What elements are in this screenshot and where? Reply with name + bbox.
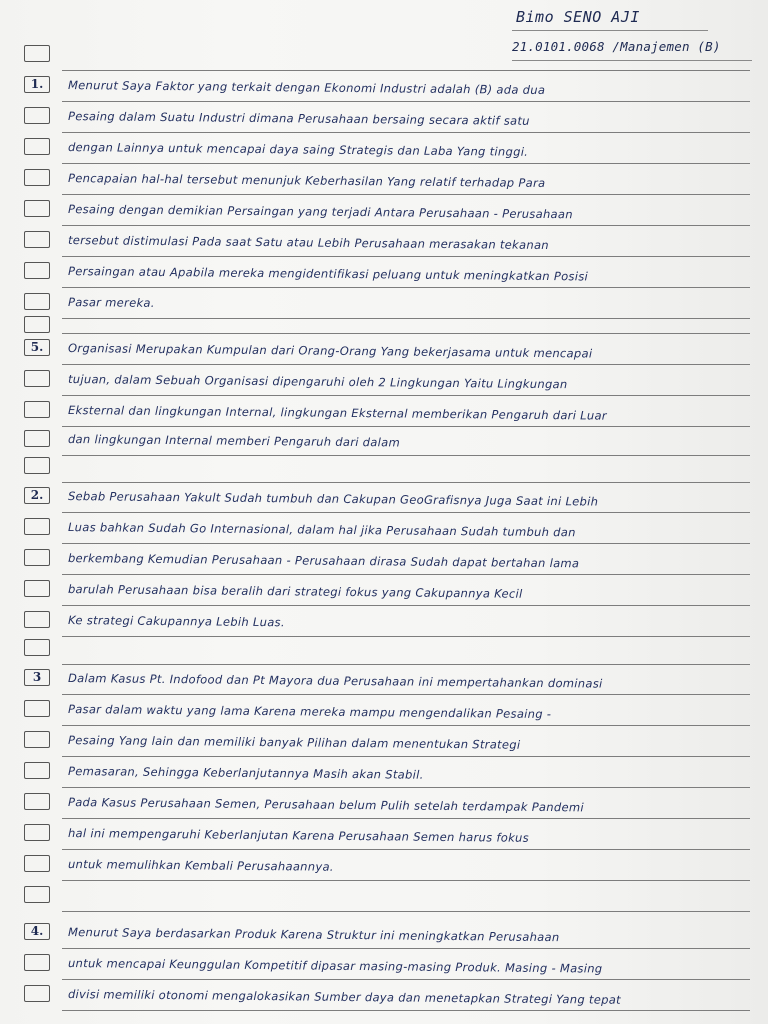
ruled-line bbox=[0, 850, 768, 881]
ruled-line bbox=[0, 575, 768, 606]
ruled-line bbox=[0, 71, 768, 102]
ruled-line bbox=[0, 918, 768, 949]
margin-box bbox=[24, 518, 50, 535]
margin-box bbox=[24, 231, 50, 248]
ruled-line bbox=[0, 164, 768, 195]
margin-box bbox=[24, 731, 50, 748]
margin-box bbox=[24, 549, 50, 566]
handwritten-line: divisi memiliki otonomi mengalokasikan Sumber daya dan menetapkan Strategi Yang tepat bbox=[67, 987, 621, 1007]
handwritten-line: Pesaing Yang lain dan memiliki banyak Pilihan dalam menentukan Strategi bbox=[67, 733, 521, 752]
ruled-line bbox=[0, 334, 768, 365]
margin-box bbox=[24, 45, 50, 62]
handwritten-line bbox=[68, 47, 748, 54]
margin-box: 1. bbox=[24, 76, 50, 93]
student-name: Bimo SENO AJI bbox=[516, 8, 640, 26]
margin-box bbox=[24, 580, 50, 597]
ruled-line bbox=[0, 544, 768, 575]
handwritten-line: Pesaing dengan demikian Persaingan yang terjadi Antara Perusahaan - Perusahaan bbox=[67, 202, 573, 222]
handwritten-line: Dalam Kasus Pt. Indofood dan Pt Mayora dua Perusahaan ini mempertahankan dominasi bbox=[67, 671, 603, 691]
ruled-line bbox=[0, 303, 768, 334]
margin-box bbox=[24, 824, 50, 841]
ruled-line bbox=[0, 881, 768, 912]
ruled-line bbox=[0, 980, 768, 1011]
margin-box: 4. bbox=[24, 923, 50, 940]
handwritten-line: tersebut distimulasi Pada saat Satu atau Lebih Perusahaan merasakan tekanan bbox=[67, 233, 550, 253]
ruled-line bbox=[0, 788, 768, 819]
handwritten-line: Pasar mereka. bbox=[67, 295, 155, 310]
margin-box bbox=[24, 457, 50, 474]
margin-box bbox=[24, 430, 50, 447]
ruled-line bbox=[0, 949, 768, 980]
margin-box bbox=[24, 200, 50, 217]
ruled-line bbox=[0, 634, 768, 665]
margin-box bbox=[24, 762, 50, 779]
margin-box: 2. bbox=[24, 487, 50, 504]
margin-box bbox=[24, 700, 50, 717]
margin-box bbox=[24, 138, 50, 155]
ruled-line bbox=[0, 396, 768, 427]
margin-box bbox=[24, 886, 50, 903]
handwritten-line bbox=[68, 459, 748, 466]
handwritten-line: Persaingan atau Apabila mereka mengidentifikasi peluang untuk meningkatkan Posisi bbox=[67, 264, 589, 284]
ruled-line bbox=[0, 606, 768, 637]
margin-box bbox=[24, 370, 50, 387]
ruled-line bbox=[0, 757, 768, 788]
handwritten-line: Pada Kasus Perusahaan Semen, Perusahaan belum Pulih setelah terdampak Pandemi bbox=[67, 795, 584, 815]
handwritten-line: Luas bahkan Sudah Go Internasional, dalam hal jika Perusahaan Sudah tumbuh dan bbox=[67, 520, 576, 540]
handwritten-line: Eksternal dan lingkungan Internal, lingkungan Eksternal memberikan Pengaruh dari Luar bbox=[67, 403, 607, 423]
handwritten-line: tujuan, dalam Sebuah Organisasi dipengaruhi oleh 2 Lingkungan Yaitu Lingkungan bbox=[67, 372, 568, 392]
margin-box bbox=[24, 401, 50, 418]
handwritten-line bbox=[68, 310, 748, 317]
handwritten-line: Menurut Saya berdasarkan Produk Karena Struktur ini meningkatkan Perusahaan bbox=[67, 925, 560, 945]
ruled-line bbox=[0, 452, 768, 483]
ruled-line bbox=[0, 819, 768, 850]
margin-box: 3 bbox=[24, 669, 50, 686]
handwritten-line: Pesaing dalam Suatu Industri dimana Perusahaan bersaing secara aktif satu bbox=[67, 109, 530, 128]
handwritten-line: barulah Perusahaan bisa beralih dari strategi fokus yang Cakupannya Kecil bbox=[67, 582, 523, 601]
rule bbox=[62, 1010, 750, 1011]
ruled-line bbox=[0, 365, 768, 396]
margin-box: 5. bbox=[24, 339, 50, 356]
handwritten-line: dan lingkungan Internal memberi Pengaruh dari dalam bbox=[67, 432, 401, 450]
rule bbox=[62, 911, 750, 912]
ruled-line bbox=[0, 664, 768, 695]
handwritten-line: Pencapaian hal-hal tersebut menunjuk Keberhasilan Yang relatif terhadap Para bbox=[67, 171, 546, 190]
handwritten-line: dengan Lainnya untuk mencapai daya saing Strategis dan Laba Yang tinggi. bbox=[67, 140, 529, 159]
ruled-line bbox=[0, 195, 768, 226]
handwritten-line: Menurut Saya Faktor yang terkait dengan Ekonomi Industri adalah (B) ada dua bbox=[67, 78, 546, 97]
ruled-line bbox=[0, 226, 768, 257]
handwritten-line: Sebab Perusahaan Yakult Sudah tumbuh dan Cakupan GeoGrafisnya Juga Saat ini Lebih bbox=[67, 489, 599, 509]
handwritten-line: untuk memulihkan Kembali Perusahaannya. bbox=[67, 857, 334, 874]
handwritten-line: untuk mencapai Keunggulan Kompetitif dipasar masing-masing Produk. Masing - Masing bbox=[67, 956, 603, 976]
ruled-line bbox=[0, 726, 768, 757]
ruled-line bbox=[0, 40, 768, 71]
handwritten-line bbox=[68, 888, 748, 895]
margin-box bbox=[24, 611, 50, 628]
ruled-line bbox=[0, 257, 768, 288]
handwritten-line: Ke strategi Cakupannya Lebih Luas. bbox=[67, 613, 285, 630]
handwritten-line: berkembang Kemudian Perusahaan - Perusahaan dirasa Sudah dapat bertahan lama bbox=[67, 551, 580, 571]
student-id-program: 21.0101.0068 /Manajemen (B) bbox=[512, 39, 721, 54]
margin-box bbox=[24, 262, 50, 279]
ruled-line bbox=[0, 133, 768, 164]
margin-box bbox=[24, 169, 50, 186]
margin-box bbox=[24, 793, 50, 810]
margin-box bbox=[24, 107, 50, 124]
ruled-line bbox=[0, 102, 768, 133]
handwritten-line: Organisasi Merupakan Kumpulan dari Orang-Orang Yang bekerjasama untuk mencapai bbox=[67, 341, 593, 361]
margin-box bbox=[24, 639, 50, 656]
ruled-line bbox=[0, 695, 768, 726]
margin-box bbox=[24, 954, 50, 971]
margin-box bbox=[24, 316, 50, 333]
ruled-line bbox=[0, 482, 768, 513]
margin-box bbox=[24, 855, 50, 872]
margin-box bbox=[24, 985, 50, 1002]
handwritten-line: Pemasaran, Sehingga Keberlanjutannya Masih akan Stabil. bbox=[67, 764, 424, 782]
handwritten-line: hal ini mempengaruhi Keberlanjutan Karena Perusahaan Semen harus fokus bbox=[67, 826, 530, 845]
ruled-line bbox=[0, 513, 768, 544]
handwritten-line: Pasar dalam waktu yang lama Karena mereka mampu mengendalikan Pesaing - bbox=[67, 702, 552, 722]
handwritten-line bbox=[68, 641, 748, 648]
